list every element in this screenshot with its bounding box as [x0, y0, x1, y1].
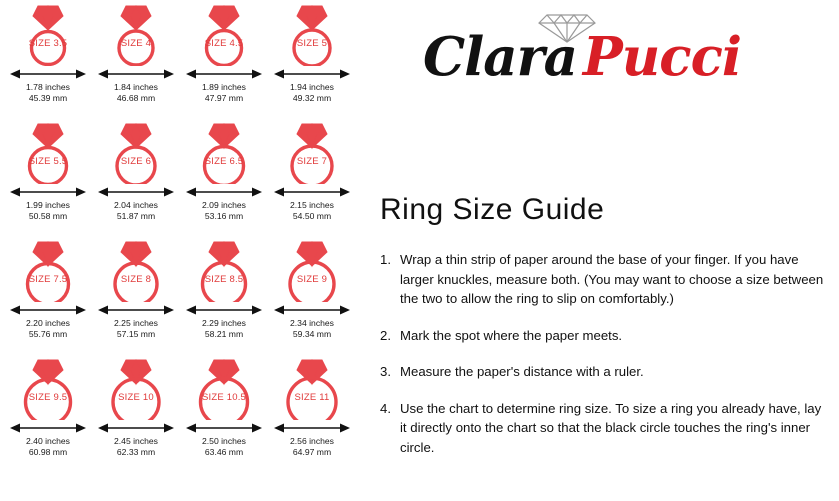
ring-size-cell — [180, 358, 268, 476]
ring-mm: 47.97 mm — [204, 92, 244, 103]
instruction-step — [380, 399, 828, 458]
ring-size-label: SIZE 8.5 — [204, 274, 244, 285]
ring-mm: 49.32 mm — [292, 92, 332, 103]
ring-size-cell — [268, 122, 356, 240]
ring-size-label: SIZE 8 — [120, 274, 152, 285]
instruction-step — [380, 326, 828, 346]
chart-row — [4, 240, 362, 358]
ring-size-cell — [268, 4, 356, 122]
ring-size-label: SIZE 10 — [118, 392, 154, 403]
step-number: 2. — [380, 327, 391, 343]
ring-measure — [26, 436, 70, 457]
ring-mm: 55.76 mm — [28, 328, 68, 339]
ring-mm: 57.15 mm — [116, 328, 156, 339]
measure-arrow — [8, 303, 88, 317]
ring-inches: 1.89 inches — [202, 82, 246, 92]
measure-arrow — [96, 185, 176, 199]
ring-measure — [202, 318, 246, 339]
ring-measure — [202, 82, 246, 103]
step-text: Measure the paper's distance with a ruler. — [400, 364, 644, 379]
measure-arrow — [8, 185, 88, 199]
ring-size-chart — [0, 0, 362, 501]
ring-mm: 62.33 mm — [116, 446, 156, 457]
ring-measure — [290, 436, 334, 457]
ring-inches: 1.84 inches — [114, 82, 158, 92]
ring-illustration — [99, 358, 173, 420]
ring-illustration — [99, 240, 173, 302]
measure-arrow — [8, 67, 88, 81]
ring-illustration — [99, 4, 173, 66]
brand-wordmark — [382, 26, 782, 88]
measure-arrow — [272, 421, 352, 435]
ring-mm: 63.46 mm — [204, 446, 244, 457]
ring-illustration — [187, 358, 261, 420]
ring-size-cell — [180, 122, 268, 240]
ring-size-cell — [4, 122, 92, 240]
ring-measure — [290, 200, 334, 221]
measure-arrow — [272, 303, 352, 317]
ring-inches: 1.99 inches — [26, 200, 70, 210]
guide-panel — [372, 0, 839, 501]
ring-measure — [290, 82, 334, 103]
ring-mm: 59.34 mm — [292, 328, 332, 339]
ring-size-label: SIZE 4 — [120, 38, 152, 49]
measure-arrow — [184, 421, 264, 435]
ring-inches: 1.78 inches — [26, 82, 70, 92]
ring-size-label: SIZE 9.5 — [28, 392, 68, 403]
ring-measure — [202, 436, 246, 457]
instruction-step — [380, 362, 828, 382]
ring-mm: 54.50 mm — [292, 210, 332, 221]
ring-measure — [202, 200, 246, 221]
ring-illustration — [275, 122, 349, 184]
chart-row — [4, 358, 362, 476]
ring-measure — [26, 82, 70, 103]
brand-logo — [382, 4, 782, 100]
ring-inches: 2.34 inches — [290, 318, 334, 328]
ring-measure — [114, 318, 158, 339]
ring-illustration — [11, 240, 85, 302]
ring-size-label: SIZE 10.5 — [201, 392, 247, 403]
ring-mm: 45.39 mm — [28, 92, 68, 103]
step-text: Mark the spot where the paper meets. — [400, 327, 623, 343]
ring-illustration — [99, 122, 173, 184]
ring-size-label: SIZE 6 — [120, 156, 152, 167]
ring-size-cell — [180, 240, 268, 358]
ring-size-label: SIZE 5 — [296, 38, 328, 49]
ring-inches: 2.04 inches — [114, 200, 158, 210]
ring-inches: 2.56 inches — [290, 436, 334, 446]
brand-first-word: Clara — [422, 26, 577, 88]
ring-illustration — [275, 358, 349, 420]
ring-size-label: SIZE 7.5 — [28, 274, 68, 285]
measure-arrow — [96, 67, 176, 81]
ring-illustration — [11, 122, 85, 184]
ring-measure — [114, 436, 158, 457]
ring-inches: 2.15 inches — [290, 200, 334, 210]
instruction-step — [380, 250, 828, 309]
ring-size-label: SIZE 5.5 — [28, 156, 68, 167]
ring-size-label: SIZE 11 — [294, 392, 330, 403]
step-number: 1. — [380, 252, 391, 267]
ring-measure — [26, 318, 70, 339]
ring-inches: 2.29 inches — [202, 318, 246, 328]
measure-arrow — [96, 421, 176, 435]
ring-size-label: SIZE 4.5 — [204, 38, 244, 49]
ring-inches: 2.40 inches — [26, 436, 70, 446]
chart-row — [4, 4, 362, 122]
ring-mm: 50.58 mm — [28, 210, 68, 221]
step-number: 4. — [380, 400, 391, 416]
ring-illustration — [275, 4, 349, 66]
ring-measure — [290, 318, 334, 339]
ring-illustration — [11, 4, 85, 66]
ring-illustration — [187, 4, 261, 66]
ring-size-label: SIZE 6.5 — [204, 156, 244, 167]
ring-size-cell — [92, 4, 180, 122]
ring-size-label: SIZE 7 — [296, 156, 328, 167]
step-text: Use the chart to determine ring size. To size a ring you already have, lay it directly onto the chart so that the black circle touches the ring's inner circle. — [400, 400, 822, 455]
ring-illustration — [187, 122, 261, 184]
ring-size-cell — [92, 240, 180, 358]
brand-second-word: Pucci — [582, 26, 741, 88]
ring-mm: 64.97 mm — [292, 446, 332, 457]
ring-size-cell — [4, 4, 92, 122]
ring-inches: 2.25 inches — [114, 318, 158, 328]
ring-size-cell — [92, 358, 180, 476]
ring-size-label: SIZE 3.5 — [28, 38, 68, 49]
ring-mm: 58.21 mm — [204, 328, 244, 339]
measure-arrow — [272, 185, 352, 199]
measure-arrow — [184, 303, 264, 317]
measure-arrow — [184, 185, 264, 199]
ring-inches: 1.94 inches — [290, 82, 334, 92]
ring-inches: 2.09 inches — [202, 200, 246, 210]
measure-arrow — [8, 421, 88, 435]
ring-illustration — [11, 358, 85, 420]
ring-mm: 46.68 mm — [116, 92, 156, 103]
ring-measure — [26, 200, 70, 221]
instructions-list — [380, 250, 828, 474]
ring-mm: 60.98 mm — [28, 446, 68, 457]
ring-illustration — [275, 240, 349, 302]
ring-inches: 2.45 inches — [114, 436, 158, 446]
ring-size-cell — [268, 240, 356, 358]
ring-size-label: SIZE 9 — [296, 274, 328, 285]
ring-mm: 53.16 mm — [204, 210, 244, 221]
ring-measure — [114, 200, 158, 221]
step-text: Wrap a thin strip of paper around the base of your finger. If you have larger knuckles, measure both. (You may want to choose a size between the two to allow the ring to slip on comfortably.) — [400, 252, 824, 306]
measure-arrow — [272, 67, 352, 81]
step-number: 3. — [380, 364, 391, 379]
measure-arrow — [96, 303, 176, 317]
ring-size-cell — [92, 122, 180, 240]
ring-illustration — [187, 240, 261, 302]
ring-measure — [114, 82, 158, 103]
ring-inches: 2.20 inches — [26, 318, 70, 328]
ring-mm: 51.87 mm — [116, 210, 156, 221]
ring-size-cell — [268, 358, 356, 476]
ring-inches: 2.50 inches — [202, 436, 246, 446]
ring-size-cell — [180, 4, 268, 122]
ring-size-cell — [4, 240, 92, 358]
ring-size-cell — [4, 358, 92, 476]
chart-row — [4, 122, 362, 240]
page-title: Ring Size Guide — [380, 193, 605, 226]
measure-arrow — [184, 67, 264, 81]
